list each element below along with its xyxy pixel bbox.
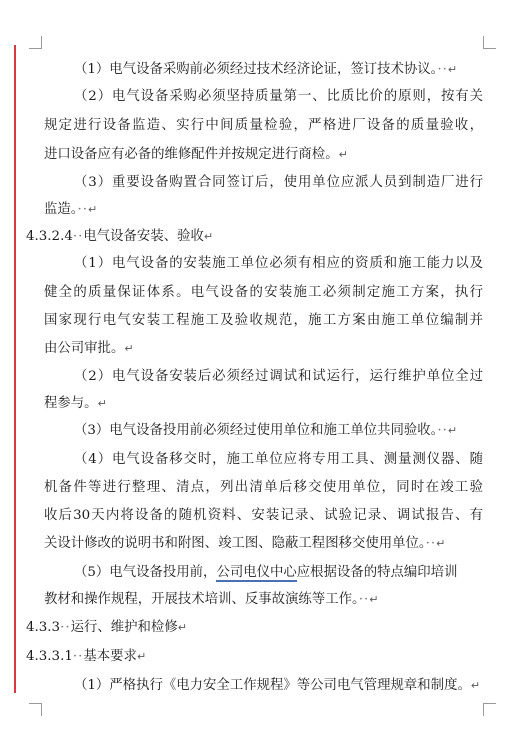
paragraph-mark-icon: ↵: [436, 537, 446, 550]
paragraph-mark-icon: ↵: [447, 424, 458, 437]
paragraph-line: 规定进行设备监造、实行中间质量检验，严格进厂设备的质量验收，: [44, 118, 483, 133]
paragraph-line: （3）电气设备投用前必须经过使用单位和施工单位共同验收。··↵: [74, 423, 458, 438]
paragraph-mark-icon: ↵: [447, 63, 458, 76]
paragraph-line: （3）重要设备购置合同签订后，使用单位应派人员到制造厂进行: [74, 175, 483, 190]
paragraph-line: （2）电气设备安装后必须经过调试和试运行，运行维护单位全过: [74, 369, 483, 384]
section-heading: 4.3.3··运行、维护和检修↵: [26, 620, 187, 635]
paragraph-mark-icon: ↵: [470, 679, 481, 692]
crop-mark-top-right: [483, 36, 496, 49]
paragraph-line: 程参与。↵: [44, 396, 107, 411]
crop-mark-bottom-right: [483, 703, 496, 716]
paragraph-mark-icon: ↵: [203, 230, 214, 243]
paragraph-line: 关设计修改的说明书和附图、竣工图、隐蔽工程图移交使用单位。··↵: [44, 536, 446, 551]
crop-mark-bottom-left: [29, 703, 42, 716]
paragraph-line: 国家现行电气安装工程施工及验收规范，施工方案由施工单位编制并: [44, 313, 483, 328]
grammar-underline: 公司电仪中心: [216, 565, 297, 580]
paragraph-line: 由公司审批。↵: [44, 341, 134, 356]
paragraph-line: 收后30天内将设备的随机资料、安装记录、试验记录、调试报告、有: [44, 508, 483, 523]
paragraph-line: （4）电气设备移交时，施工单位应将专用工具、测量测仪器、随: [74, 452, 483, 467]
paragraph-mark-icon: ↵: [97, 397, 107, 410]
paragraph-line: 机备件等进行整理、清点，列出清单后移交使用单位，同时在竣工验: [44, 480, 483, 495]
paragraph-line: （5）电气设备投用前，公司电仪中心应根据设备的特点编印培训: [74, 565, 458, 580]
revision-bar: [14, 45, 16, 693]
paragraph-line: 教材和操作规程，开展技术培训、反事故演练等工作。··↵: [44, 592, 379, 607]
paragraph-mark-icon: ↵: [177, 621, 187, 634]
paragraph-line: （2）电气设备采购必须坚持质量第一、比质比价的原则，按有关: [74, 89, 483, 104]
section-heading: 4.3.3.1··基本要求↵: [26, 649, 147, 664]
paragraph-mark-icon: ↵: [124, 342, 134, 355]
paragraph-line: 健全的质量保证体系。电气设备的安装施工必须制定施工方案，执行: [44, 285, 483, 300]
section-heading: 4.3.2.4··电气设备安装、验收↵: [26, 229, 214, 244]
paragraph-line: 监造。··↵: [44, 202, 98, 217]
paragraph-mark-icon: ↵: [338, 148, 348, 161]
paragraph-line: （1）严格执行《电力安全工作规程》等公司电气管理规章和制度。↵: [74, 678, 481, 693]
paragraph-line: （1）电气设备采购前必须经过技术经济论证，签订技术协议。··↵: [74, 62, 458, 77]
crop-mark-top-left: [29, 36, 42, 49]
paragraph-mark-icon: ↵: [88, 203, 98, 216]
paragraph-mark-icon: ↵: [136, 650, 147, 663]
paragraph-line: 进口设备应有必备的维修配件并按规定进行商检。↵: [44, 147, 348, 162]
paragraph-mark-icon: ↵: [369, 593, 379, 606]
paragraph-line: （1）电气设备的安装施工单位必须有相应的资质和施工能力以及: [74, 256, 483, 271]
